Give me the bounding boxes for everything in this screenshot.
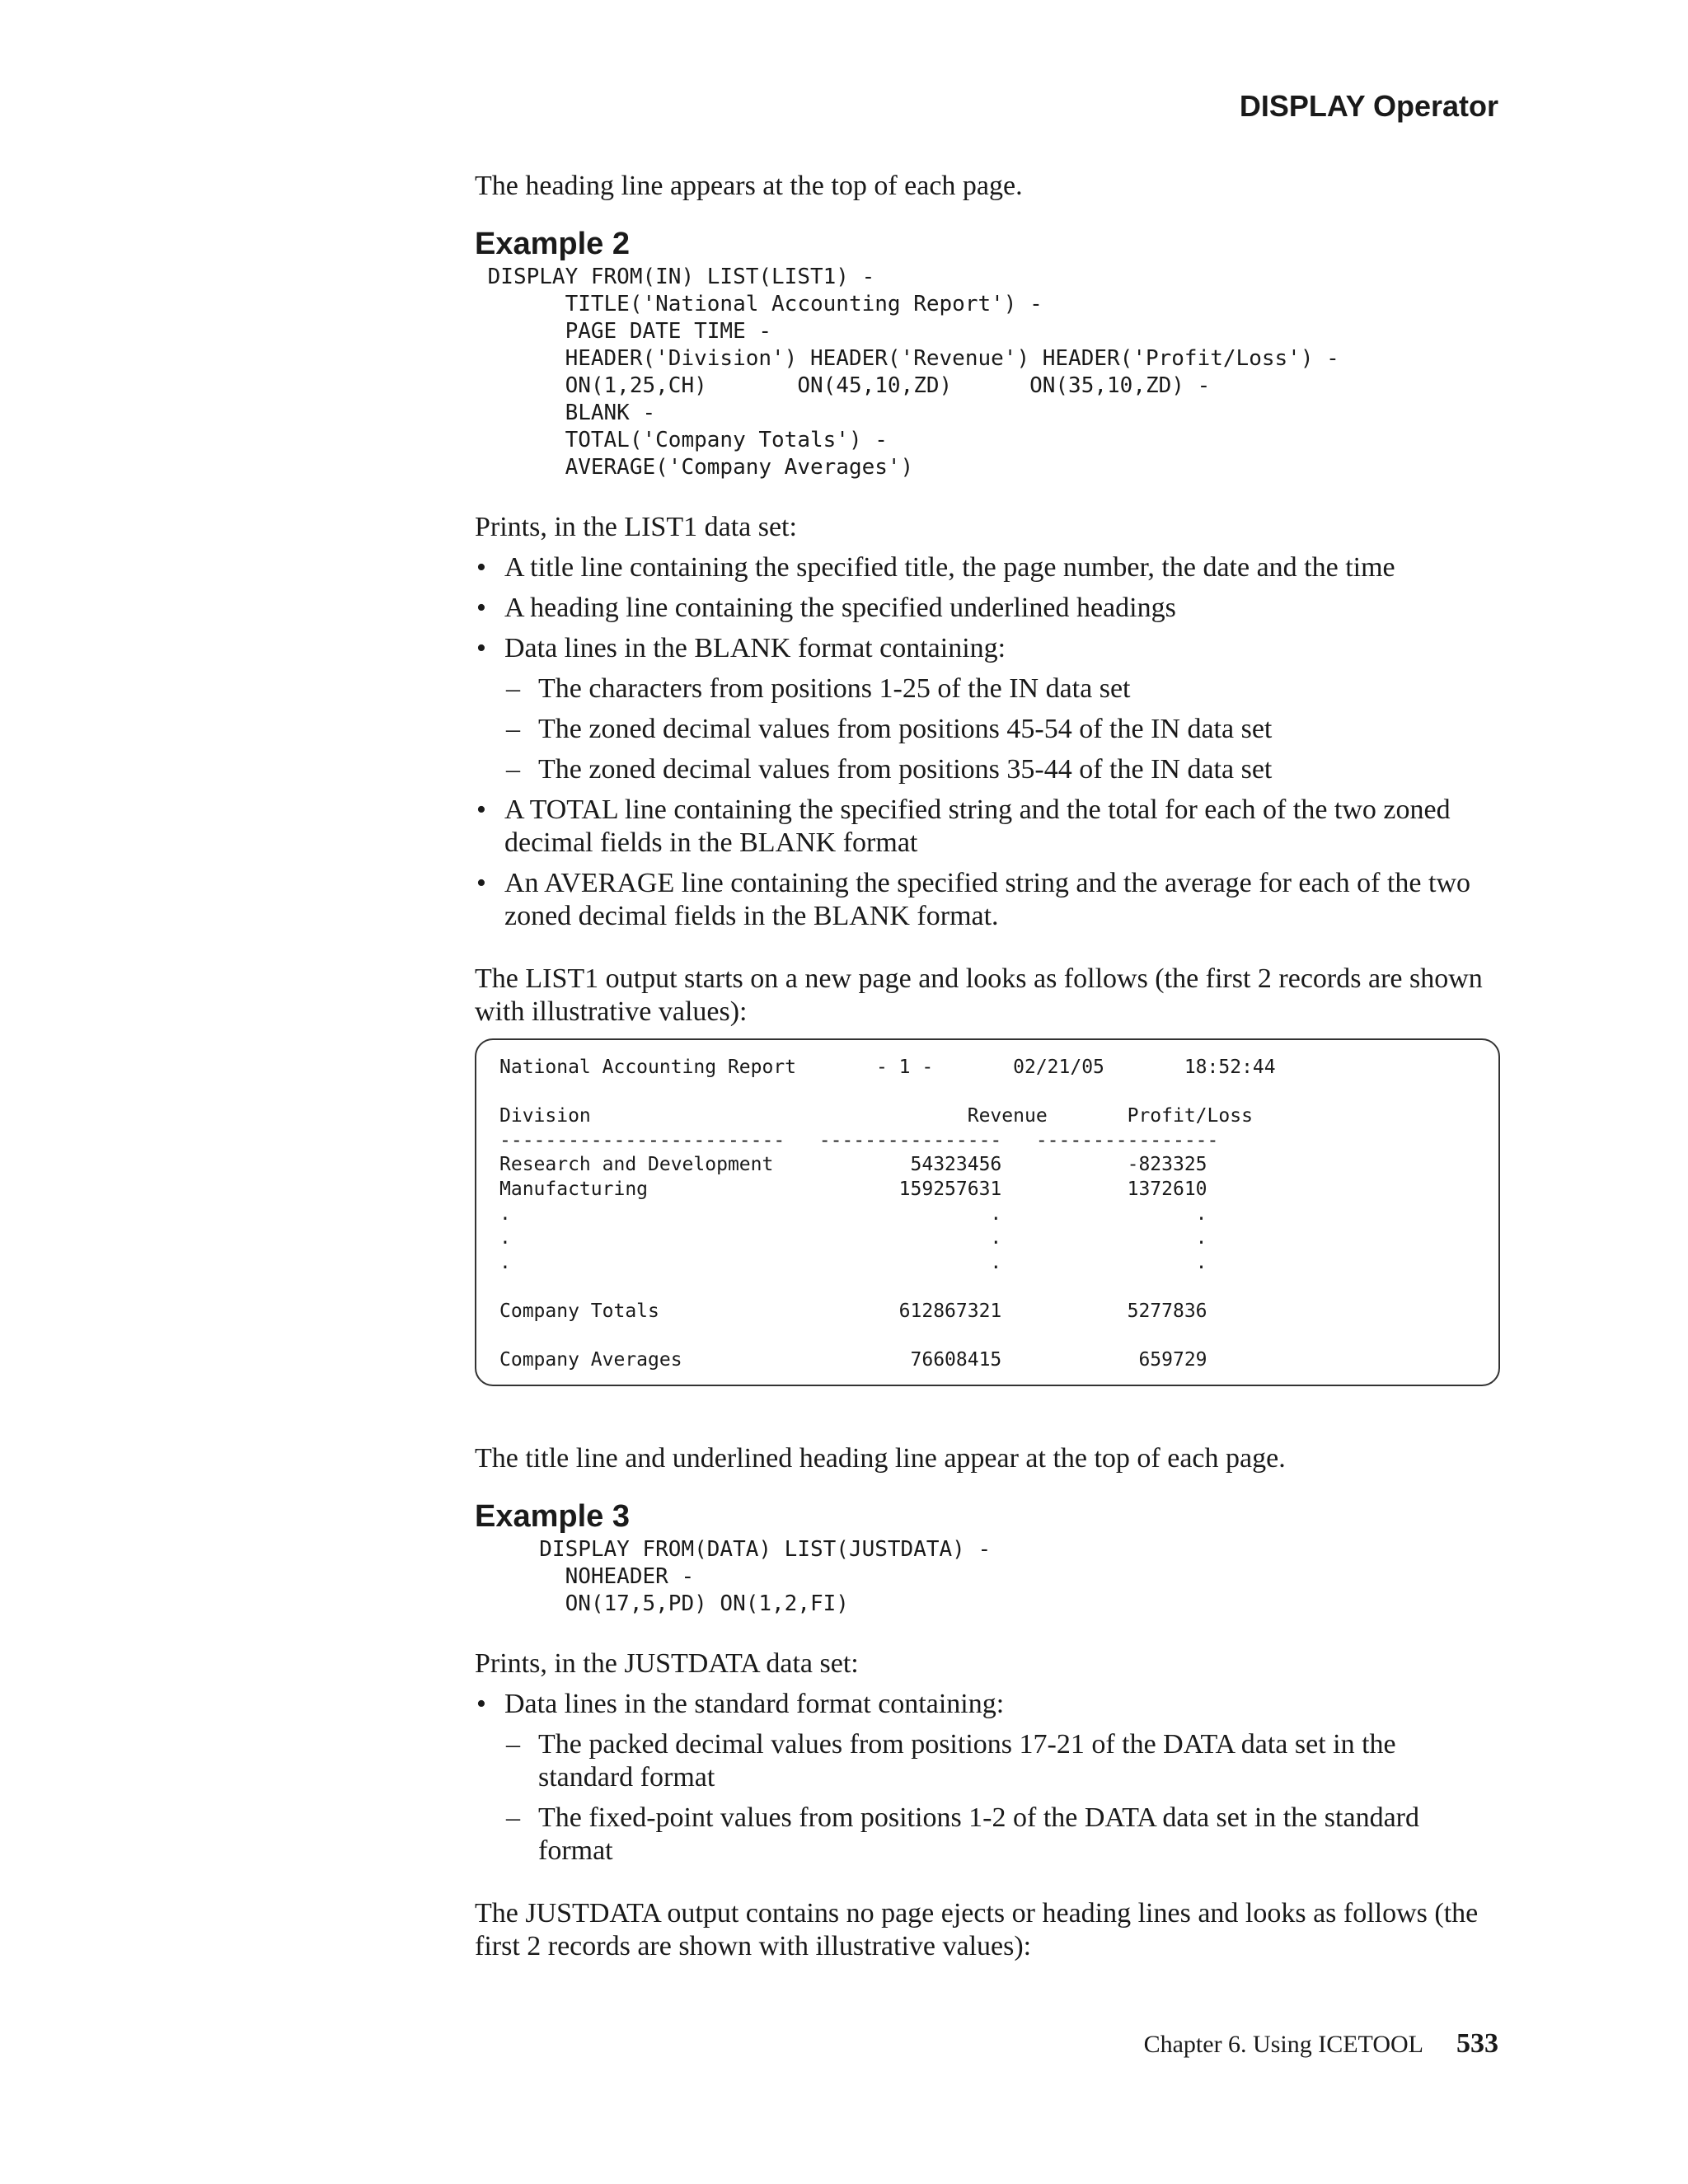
example-2-output-box: [475, 1038, 1500, 1386]
example-3-code-block: DISPLAY FROM(DATA) LIST(JUSTDATA) - NOHEADER - ON(17,5,PD) ON(1,2,FI): [539, 1536, 992, 1616]
page-number: 533: [1456, 2028, 1498, 2059]
bullet-marker: •: [476, 593, 486, 623]
list-item: [475, 592, 1497, 625]
list-item-text: The fixed-point values from positions 1-2 of the DATA data set in the standard format: [538, 1802, 1419, 1866]
example-3-prints-intro: Prints, in the JUSTDATA data set:: [475, 1647, 859, 1679]
example-3-dash-list: [504, 1728, 1497, 1868]
list-item: [475, 1688, 1497, 1868]
example-2-dash-list: [504, 673, 1497, 786]
dash-marker: –: [506, 673, 520, 704]
bullet-marker: •: [476, 868, 486, 898]
list-item-text: The characters from positions 1-25 of the IN data set: [538, 673, 1131, 704]
example-2-code-block: DISPLAY FROM(IN) LIST(LIST1) - TITLE('National Accounting Report') - PAGE DATE TIME - HEADER('Division') HEADER('Revenue') HEADER('Profit/Loss') - ON(1,25,CH) ON(45,10,ZD) ON(35,10,ZD) - BLANK - TOTAL('Company Totals') - AVERAGE('Company Averages'): [487, 265, 1339, 480]
example-3-heading: Example 3: [475, 1498, 630, 1534]
list-item: [475, 867, 1497, 933]
page-footer: [1144, 2028, 1498, 2060]
list-item: [504, 673, 1497, 705]
list-item-text: The zoned decimal values from positions 35-44 of the IN data set: [538, 754, 1273, 785]
list-item: [475, 794, 1497, 860]
list-item-text: A heading line containing the specified underlined headings: [504, 593, 1176, 623]
example-3-output-intro: The JUSTDATA output contains no page ejects or heading lines and looks as follows (the first 2 records are shown with illustrative values):: [475, 1897, 1479, 1961]
list-item-text: Data lines in the standard format containing:: [504, 1688, 1005, 1719]
dash-marker: –: [506, 1728, 520, 1760]
example-2-heading: Example 2: [475, 227, 630, 261]
list-item: [504, 753, 1497, 786]
footer-chapter-title: Chapter 6. Using ICETOOL: [1143, 2031, 1423, 2058]
list-item: [475, 551, 1497, 584]
bullet-marker: •: [476, 552, 486, 583]
dash-marker: –: [506, 1802, 520, 1833]
list-item: [504, 713, 1497, 746]
bullet-marker: •: [476, 633, 486, 663]
running-head: DISPLAY Operator: [1239, 89, 1498, 123]
example-2-after-paragraph: The title line and underlined heading line appear at the top of each page.: [475, 1442, 1286, 1474]
list-item: [504, 1728, 1497, 1794]
example-3-bullet-list: [475, 1688, 1497, 1868]
example-2-output-intro: The LIST1 output starts on a new page and looks as follows (the first 2 records are shown with illustrative values):: [475, 963, 1483, 1027]
example-2-prints-intro: Prints, in the LIST1 data set:: [475, 512, 797, 542]
list-item-text: An AVERAGE line containing the specified string and the average for each of the two zoned decimal fields in the BLANK format.: [504, 868, 1471, 931]
bullet-marker: •: [476, 794, 486, 825]
list-item: [504, 1802, 1497, 1868]
page-content: [475, 170, 1497, 1963]
list-item-text: A TOTAL line containing the specified string and the total for each of the two zoned decimal fields in the BLANK format: [504, 794, 1451, 858]
list-item: [475, 632, 1497, 786]
list-item-text: The packed decimal values from positions 17-21 of the DATA data set in the standard format: [538, 1728, 1396, 1793]
bullet-marker: •: [476, 1688, 486, 1719]
intro-paragraph: The heading line appears at the top of each page.: [475, 171, 1023, 201]
dash-marker: –: [506, 754, 520, 785]
list-item-text: Data lines in the BLANK format containing:: [504, 633, 1006, 663]
example-2-output-listing: National Accounting Report - 1 - 02/21/05 18:52:44 Division Revenue Profit/Loss ------------------------- ---------------- ---------------- Research and Development 54323456 -823325 Manufacturing 159257631 1372610 . . . . . . . . . Company Totals 612867321 5277836 Company Averages 76608415 659729: [499, 1057, 1276, 1371]
list-item-text: A title line containing the specified title, the page number, the date and the time: [504, 552, 1395, 583]
example-2-bullet-list: [475, 551, 1497, 933]
dash-marker: –: [506, 714, 520, 744]
list-item-text: The zoned decimal values from positions 45-54 of the IN data set: [538, 714, 1273, 744]
